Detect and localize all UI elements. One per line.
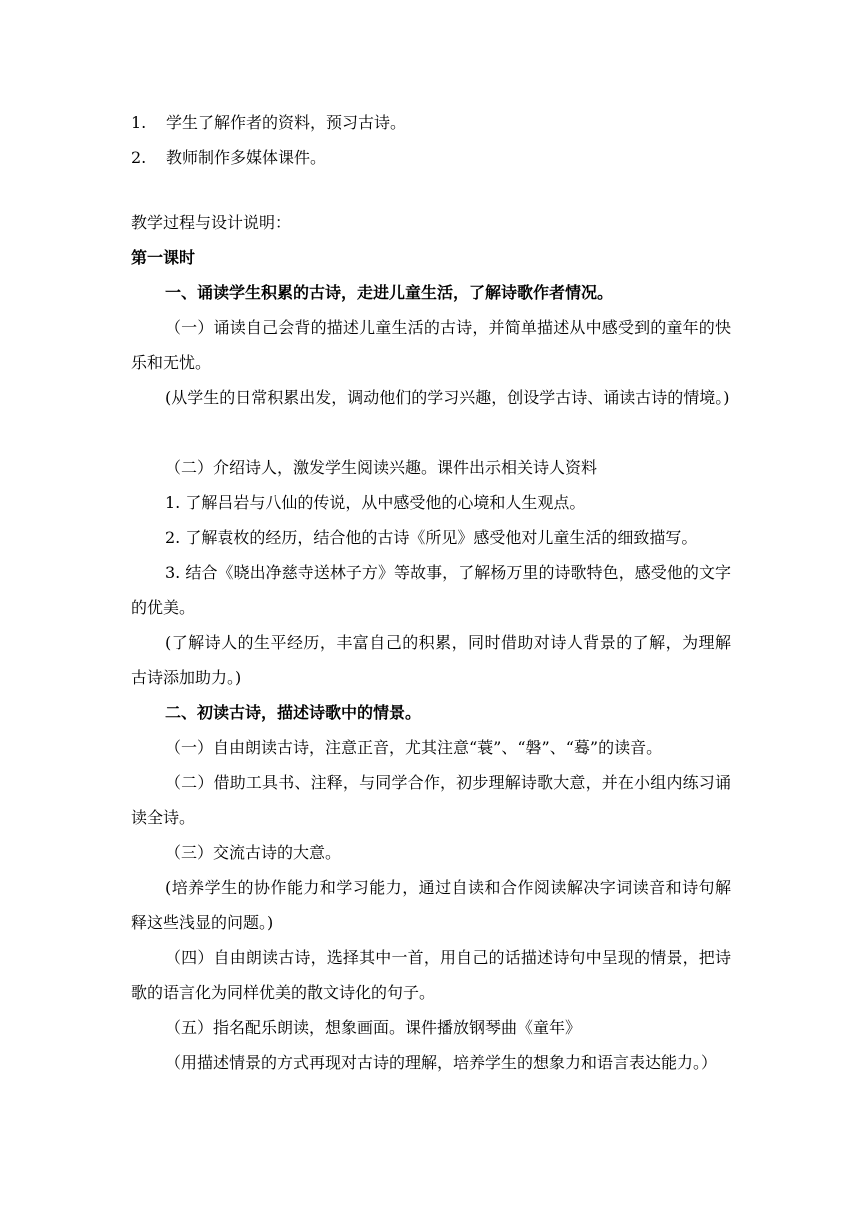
lesson-title: 第一课时: [131, 248, 196, 267]
section2-heading: 二、初读古诗，描述诗歌中的情景。: [165, 703, 422, 722]
section2-paragraph-3: （三）交流古诗的大意。: [165, 843, 342, 862]
section1-paragraph-1: （一）诵读自己会背的描述儿童生活的古诗，并简单描述从中感受到的童年的快乐和无忧。: [131, 318, 731, 372]
section2-paragraph-1: （一）自由朗读古诗，注意正音，尤其注意“蓑”、“磐”、“蓦”的读音。: [165, 738, 663, 757]
prep-item-number: 2.: [131, 148, 147, 167]
section2-note-2: （用描述情景的方式再现对古诗的理解，培养学生的想象力和语言表达能力。）: [165, 1053, 718, 1072]
section1-item-1: 1. 了解吕岩与八仙的传说，从中感受他的心境和人生观点。: [165, 493, 586, 512]
section1-note-2: (了解诗人的生平经历，丰富自己的积累，同时借助对诗人背景的了解，为理解古诗添加助力。): [131, 633, 731, 687]
section1-item-3: 3. 结合《晓出净慈寺送林子方》等故事，了解杨万里的诗歌特色，感受他的文字的优美。: [131, 563, 731, 617]
section1-paragraph-2: （二）介绍诗人，激发学生阅读兴趣。课件出示相关诗人资料: [165, 458, 598, 477]
section2-paragraph-4: （四）自由朗读古诗，选择其中一首，用自己的话描述诗句中呈现的情景，把诗歌的语言化为同样优美的散文诗化的句子。: [131, 948, 731, 1002]
prep-item-number: 1.: [131, 113, 147, 132]
prep-item-text: 教师制作多媒体课件。: [166, 148, 327, 167]
section2-note-1: (培养学生的协作能力和学习能力，通过自读和合作阅读解决字词读音和诗句解释这些浅显的问题。): [131, 878, 731, 932]
section2-paragraph-2: （二）借助工具书、注释，与同学合作，初步理解诗歌大意，并在小组内练习诵读全诗。: [131, 773, 731, 827]
section1-heading: 一、诵读学生积累的古诗，走进儿童生活，了解诗歌作者情况。: [165, 283, 614, 302]
section1-item-2: 2. 了解袁枚的经历，结合他的古诗《所见》感受他对儿童生活的细致描写。: [165, 528, 698, 547]
section1-note-1: (从学生的日常积累出发，调动他们的学习兴趣，创设学古诗、诵读古诗的情境。): [165, 388, 730, 407]
prep-item-text: 学生了解作者的资料，预习古诗。: [166, 113, 407, 132]
section2-paragraph-5: （五）指名配乐朗读，想象画面。课件播放钢琴曲《童年》: [165, 1018, 582, 1037]
prep-item-1: [131, 105, 406, 140]
prep-item-2: [131, 140, 326, 175]
process-heading: 教学过程与设计说明：: [131, 213, 292, 232]
